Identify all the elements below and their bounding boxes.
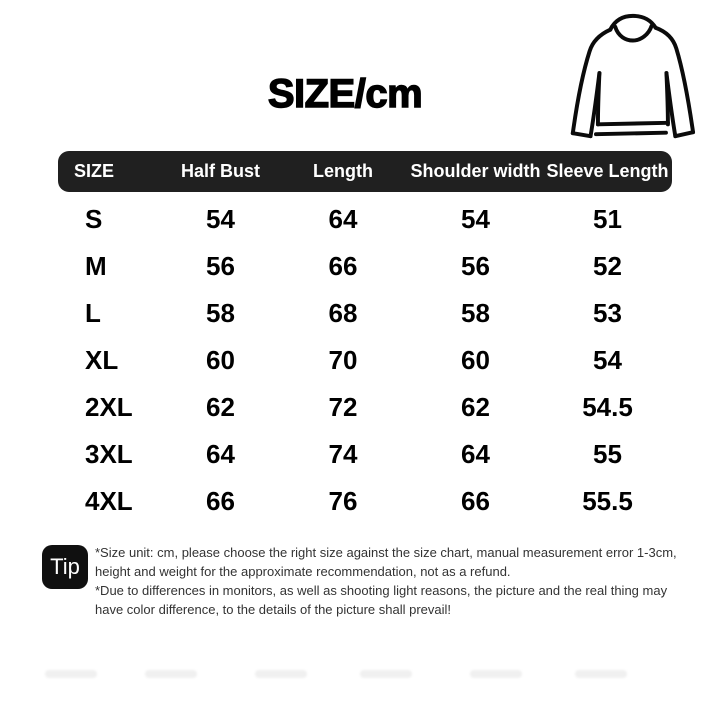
faint-smudge [145,670,197,678]
tip-note: *Due to differences in monitors, as well as shooting light reasons, the picture and the real thing may have color difference, to the details of the picture shall prevail! [95,583,668,617]
measurement-cell: 58 [461,298,490,328]
faint-bottom-artifact [0,668,713,680]
measurement-cell: 56 [206,251,235,281]
column-header-size: SIZE [74,161,115,181]
size-table-body [58,196,672,525]
table-row [58,478,672,525]
measurement-cell: 52 [593,251,622,281]
row-size-label: L [85,298,101,328]
measurement-cell: 74 [328,439,358,469]
measurement-cell: 54 [206,204,235,234]
page-title: SIZE/cm [267,72,423,116]
measurement-cell: 54 [593,345,622,375]
faint-smudge [470,670,522,678]
measurement-cell: 62 [461,392,490,422]
measurement-cell: 56 [461,251,490,281]
column-header-shoulder-width: Shoulder width [410,161,541,181]
measurement-cell: 54 [461,204,490,234]
measurement-cell: 62 [206,392,235,422]
measurement-cell: 51 [593,204,622,234]
row-size-label: XL [85,345,119,375]
table-row [58,431,672,478]
measurement-cell: 76 [328,486,358,516]
row-size-label: 4XL [85,486,133,516]
measurement-cell: 60 [461,345,490,375]
measurement-cell: 60 [206,345,235,375]
row-size-label: M [85,251,107,281]
measurement-cell: 68 [328,298,358,328]
tip-notes [95,543,685,619]
measurement-cell: 55.5 [582,486,633,516]
measurement-cell: 66 [328,251,358,281]
tip-note: *Size unit: cm, please choose the right size against the size chart, manual measurement error 1-3cm, height and weight for the approximate recommendation, not as a refund. [95,545,677,579]
row-size-label: S [85,204,103,234]
faint-smudge [255,670,307,678]
measurement-cell: 66 [461,486,490,516]
sweater-icon [553,8,703,146]
table-row [58,243,672,290]
table-row [58,337,672,384]
measurement-cell: 64 [328,204,358,234]
table-row [58,196,672,243]
column-header-sleeve-length: Sleeve Length [546,161,669,181]
table-header [58,151,672,192]
measurement-cell: 72 [328,392,358,422]
table-row [58,290,672,337]
measurement-cell: 54.5 [582,392,633,422]
column-header-half-bust: Half Bust [180,161,260,181]
measurement-cell: 66 [206,486,235,516]
row-size-label: 2XL [85,392,133,422]
measurement-cell: 64 [461,439,490,469]
measurement-cell: 58 [206,298,235,328]
faint-smudge [45,670,97,678]
faint-smudge [360,670,412,678]
tip-badge: Tip [42,545,88,589]
column-header-length: Length [313,161,373,181]
row-size-label: 3XL [85,439,133,469]
measurement-cell: 70 [328,345,358,375]
measurement-cell: 53 [593,298,622,328]
table-row [58,384,672,431]
measurement-cell: 64 [206,439,235,469]
faint-smudge [575,670,627,678]
measurement-cell: 55 [593,439,622,469]
